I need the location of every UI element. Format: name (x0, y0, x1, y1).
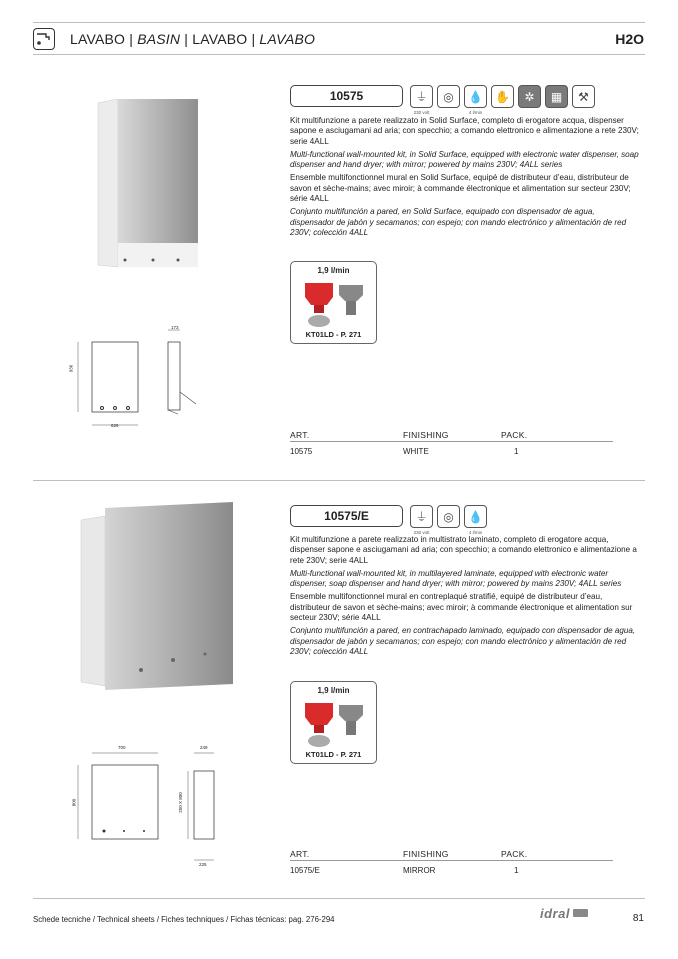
description-en: Multi-functional wall-mounted kit, in multilayered laminate, equipped with electronic water dispenser, soap dispenser and hand dryer; with mirror; powered by mains 230V; 4ALL series (290, 568, 622, 589)
dim-depth: 249 (200, 745, 208, 750)
col-finishing: FINISHING (403, 430, 449, 440)
faucet-icon (33, 28, 55, 50)
title-es: LAVABO (259, 31, 316, 47)
description-en: Multi-functional wall-mounted kit, in Solid Surface, equipped with electronic water dispenser, soap dispenser and hand dryer; with mirror; powered by mains 230V; 4ALL series (290, 149, 639, 170)
aerator-image (299, 697, 369, 749)
description-fr: Ensemble multifonctionnel mural en Solid Surface, equipé de distributeur d’eau, distributeur de savon et sèche-mains; avec miroir; à commande électronique et alimentation sur secteur 230V; série 4ALL (290, 173, 631, 204)
title-en: BASIN (137, 31, 181, 47)
power-plug-icon: ⏚ 230 volt (410, 505, 433, 528)
article-code-badge: 10575/E (290, 505, 403, 527)
product-photo-10575e (75, 498, 240, 698)
category-label: H2O (615, 31, 644, 47)
cell-finishing: MIRROR (403, 866, 436, 875)
footer-text: Schede tecniche / Technical sheets / Fiches techniques / Fichas técnicas: pag. 276-294 (33, 915, 335, 924)
brand-logo: idral (540, 906, 589, 921)
antibacterial-icon: ✲ (518, 85, 541, 108)
col-art: ART. (290, 430, 310, 440)
dim-inner: 250 X 800 (177, 792, 183, 813)
dim-height: 800 (71, 798, 77, 807)
solid-surface-icon: ▦ (545, 85, 568, 108)
cell-finishing: WHITE (403, 447, 429, 456)
description-es: Conjunto multifunción a pared, en Solid Surface, equipado con dispensador de agua, dispensador de jabón y secamanos; con espejo; con mando electrónico y alimentación de red 230V; colección 4ALL (290, 207, 627, 237)
logo-mark-icon (573, 908, 589, 918)
hand-sensor-icon: ✋ (491, 85, 514, 108)
dim-depth: 173 (171, 325, 179, 330)
accessory-card[interactable] (290, 261, 377, 344)
cell-pack: 1 (514, 866, 519, 875)
title-it: LAVABO (70, 31, 126, 47)
col-finishing: FINISHING (403, 849, 449, 859)
swirl-icon: ◎ (437, 85, 460, 108)
dim-width: 700 (118, 745, 126, 750)
page-number: 81 (632, 913, 644, 924)
swirl-icon: ◎ (437, 505, 460, 528)
feature-icons (410, 505, 487, 535)
footer-rule (33, 898, 645, 899)
product-description (290, 116, 640, 241)
col-pack: PACK. (501, 430, 528, 440)
dim-bottom: 225 (199, 862, 207, 867)
cell-pack: 1 (514, 447, 519, 456)
description-es: Conjunto multifunción a pared, en contrachapado laminado, equipado con dispensador de agua, dispensador de jabón y secamanos; con espejo; con mando electrónico y alimentación de red 230V; colección 4ALL (290, 626, 636, 656)
cell-art: 10575/E (290, 866, 320, 875)
aerator-image (299, 277, 369, 329)
cell-art: 10575 (290, 447, 313, 456)
description-fr: Ensemble multifonctionnel mural en contreplaqué stratifié, equipé de distributeur d’eau, distributeur de savon et sèche-mains; avec miroir; à commande électronique et alimentation sur secteur 230V; série 4ALL (290, 592, 633, 623)
product-photo-10575 (90, 95, 210, 275)
col-art: ART. (290, 849, 310, 859)
col-pack: PACK. (501, 849, 528, 859)
accessory-flow: 1,9 l/min (317, 266, 350, 275)
technical-drawing-10575 (66, 322, 216, 434)
dim-height: 936 (68, 364, 74, 373)
accessory-flow: 1,9 l/min (317, 686, 350, 695)
product-description (290, 535, 640, 660)
water-drops-icon: 💧 4 l/min (464, 85, 487, 108)
description-it: Kit multifunzione a parete realizzato in multistrato laminato, completo di erogatore acqua, dispenser sapone e asciugamani ad aria; con specchio; a comando elettronico e alimentazione a rete 230V; serie 4ALL (290, 535, 637, 565)
header-top-rule (33, 22, 645, 23)
section-divider (33, 480, 645, 481)
accessory-ref: KT01LD - P. 271 (305, 330, 362, 339)
technical-drawing-10575e (70, 745, 230, 870)
article-code-badge: 10575 (290, 85, 403, 107)
title-fr: LAVABO (192, 31, 248, 47)
accessory-card[interactable] (290, 681, 377, 764)
accessory-ref: KT01LD - P. 271 (305, 750, 362, 759)
anti-vandal-icon: ⚒ (572, 85, 595, 108)
feature-icons (410, 85, 595, 115)
page-title: LAVABO | BASIN | LAVABO | LAVABO (70, 31, 316, 47)
header-bottom-rule (33, 54, 645, 55)
water-drops-icon: 💧 4 l/min (464, 505, 487, 528)
power-plug-icon: ⏚ 230 volt (410, 85, 433, 108)
description-it: Kit multifunzione a parete realizzato in Solid Surface, completo di erogatore acqua, dispenser sapone e asciugamani ad aria; con specchio; a comando elettronico e alimentazione a rete 230V; serie 4ALL (290, 116, 639, 146)
dim-width: 626 (111, 423, 119, 428)
